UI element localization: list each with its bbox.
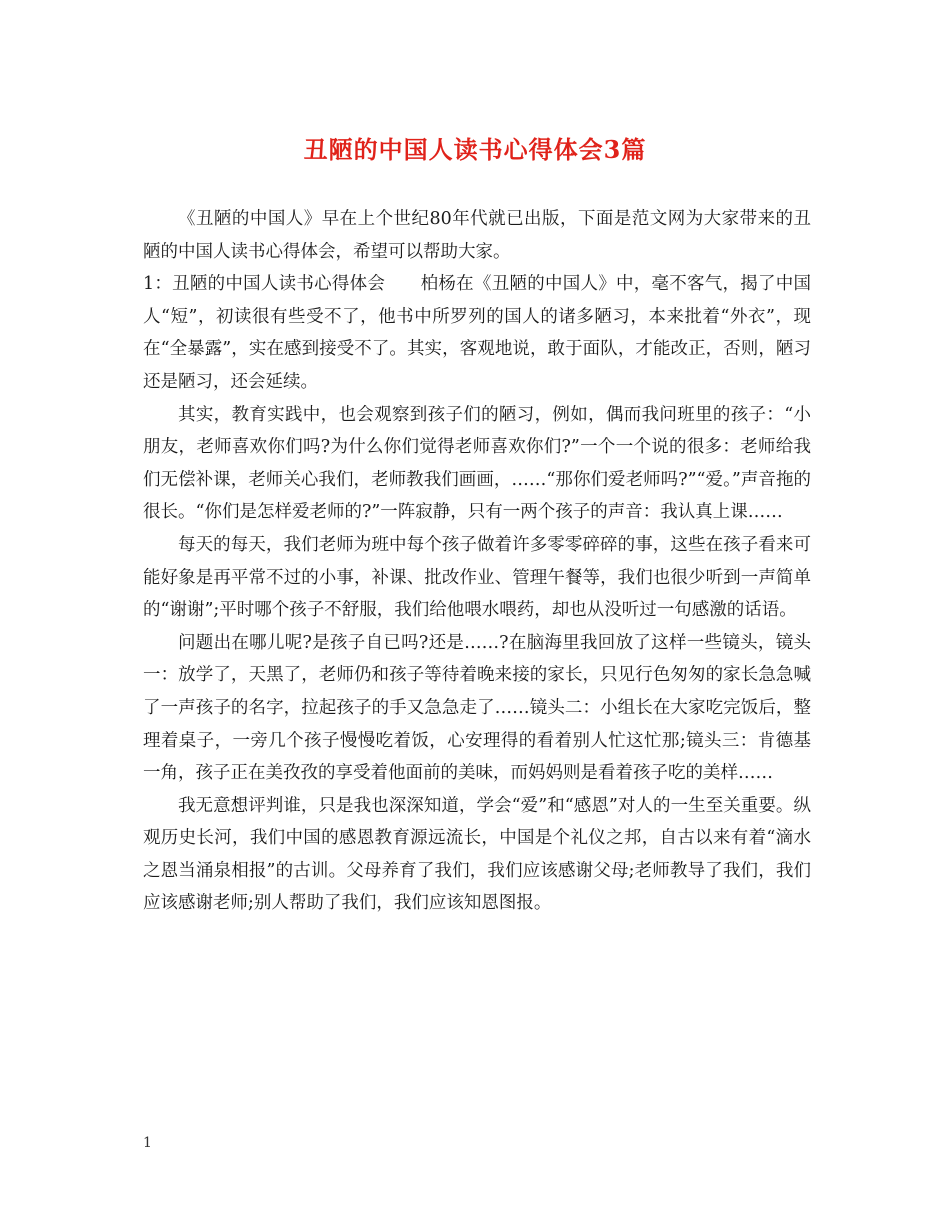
- page-number: 1: [143, 1135, 152, 1151]
- intro-paragraph: 《丑陋的中国人》早在上个世纪80年代就已出版，下面是范文网为大家带来的丑陋的中国人读书心得体会，希望可以帮助大家。: [143, 209, 811, 262]
- document-title: 丑陋的中国人读书心得体会3篇: [303, 135, 647, 164]
- section-1-paragraph: 1：丑陋的中国人读书心得体会 柏杨在《丑陋的中国人》中，毫不客气，揭了中国人“短”，初读很有些受不了，他书中所罗列的国人的诸多陋习，本来批着“外衣”，现在“全暴露”，实在感到接受不了。其实，客观地说，敢于面队，才能改正，否则，陋习还是陋习，还会延续。: [143, 274, 811, 392]
- paragraph-1: 其实，教育实践中，也会观察到孩子们的陋习，例如，偶而我问班里的孩子：“小朋友，老师喜欢你们吗?为什么你们觉得老师喜欢你们?”一个一个说的很多：老师给我们无偿补课，老师关心我们，老师教我们画画，……“那你们爱老师吗?”“爱。”声音拖的很长。“你们是怎样爱老师的?”一阵寂静，只有一两个孩子的声音：我认真上课……: [143, 404, 811, 523]
- document-body: [143, 203, 811, 920]
- paragraph-3: 问题出在哪儿呢?是孩子自已吗?还是……?在脑海里我回放了这样一些镜头，镜头一：放学了，天黑了，老师仍和孩子等待着晚来接的家长，只见行色匆匆的家长急急喊了一声孩子的名字，拉起孩子的手又急急走了……镜头二：小组长在大家吃完饭后，整理着桌子，一旁几个孩子慢慢吃着饭，心安理得的看着别人忙这忙那;镜头三：肯德基一角，孩子正在美孜孜的享受着他面前的美味，而妈妈则是看着孩子吃的美样……: [143, 632, 811, 784]
- paragraph-4: 我无意想评判谁，只是我也深深知道，学会“爱”和“感恩”对人的一生至关重要。纵观历史长河，我们中国的感恩教育源远流长，中国是个礼仪之邦，自古以来有着“滴水之恩当涌泉相报”的古训。父母养育了我们，我们应该感谢父母;老师教导了我们，我们应该感谢老师;别人帮助了我们，我们应该知恩图报。: [143, 795, 811, 914]
- paragraph-2: 每天的每天，我们老师为班中每个孩子做着许多零零碎碎的事，这些在孩子看来可能好象是再平常不过的小事，补课、批改作业、管理午餐等，我们也很少听到一声简单的“谢谢”;平时哪个孩子不舒服，我们给他喂水喂药，却也从没听过一句感激的话语。: [143, 534, 811, 621]
